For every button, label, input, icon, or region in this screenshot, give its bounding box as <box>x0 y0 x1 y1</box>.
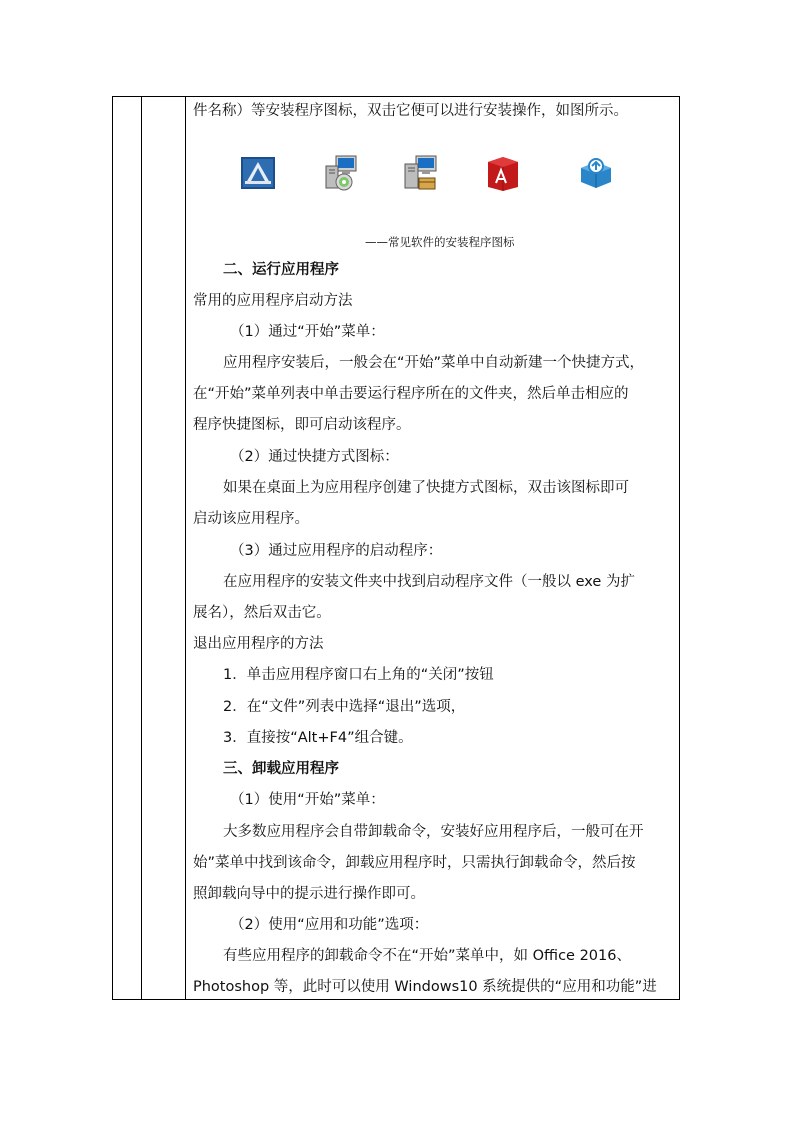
text-line: （1）通过“开始”菜单： <box>230 324 385 340</box>
text-line: 有些应用程序的卸载命令不在“开始”菜单中，如 Office 2016、 <box>223 948 631 964</box>
text-line: Photoshop 等，此时可以使用 Windows10 系统提供的“应用和功能”进 <box>193 979 657 995</box>
section-heading: 二、运行应用程序 <box>223 262 339 278</box>
text-line: 在“开始”菜单列表中单击要运行程序所在的文件夹，然后单击相应的 <box>193 386 629 402</box>
installer-icons-row <box>193 154 677 194</box>
figure-caption: ——常见软件的安装程序图标 <box>365 235 515 249</box>
text-line: （2）使用“应用和功能”选项： <box>230 917 429 933</box>
text-line: 照卸载向导中的提示进行操作即可。 <box>193 886 425 902</box>
table-divider-2 <box>185 97 186 999</box>
text-line: 1．单击应用程序窗口右上角的“关闭”按钮 <box>223 667 494 683</box>
lesson-table <box>112 96 680 1000</box>
text-line: 应用程序安装后，一般会在“开始”菜单中自动新建一个快捷方式， <box>223 355 645 371</box>
text-line: （1）使用“开始”菜单： <box>230 792 385 808</box>
setup-computer-cd-icon <box>322 154 358 192</box>
text-line: 常用的应用程序启动方法 <box>193 293 353 309</box>
table-divider-1 <box>141 97 142 999</box>
adobe-installer-icon <box>485 154 521 192</box>
text-line: 展名），然后双击它。 <box>193 605 331 621</box>
section-heading: 三、卸载应用程序 <box>223 761 339 777</box>
text-line: 程序快捷图标，即可启动该程序。 <box>193 417 411 433</box>
text-line: （2）通过快捷方式图标： <box>230 449 399 465</box>
installer-blue-icon <box>240 154 276 192</box>
setup-computer-box-icon <box>402 154 438 192</box>
text-line: 在应用程序的安装文件夹中找到启动程序文件（一般以 exe 为扩 <box>223 574 635 590</box>
text-line: 如果在桌面上为应用程序创建了快捷方式图标，双击该图标即可 <box>223 480 629 496</box>
text-line: 退出应用程序的方法 <box>193 636 324 652</box>
text-line: （3）通过应用程序的启动程序： <box>230 543 443 559</box>
text-line: 件名称）等安装程序图标，双击它便可以进行安装操作，如图所示。 <box>193 103 628 119</box>
text-line: 3．直接按“Alt+F4”组合键。 <box>223 730 413 746</box>
text-line: 大多数应用程序会自带卸载命令，安装好应用程序后，一般可在开 <box>223 824 644 840</box>
text-line: 始”菜单中找到该命令，卸载应用程序时，只需执行卸载命令，然后按 <box>193 855 636 871</box>
text-line: 启动该应用程序。 <box>193 511 309 527</box>
package-install-icon <box>578 154 614 192</box>
text-line: 2．在“文件”列表中选择“退出”选项， <box>223 699 466 715</box>
